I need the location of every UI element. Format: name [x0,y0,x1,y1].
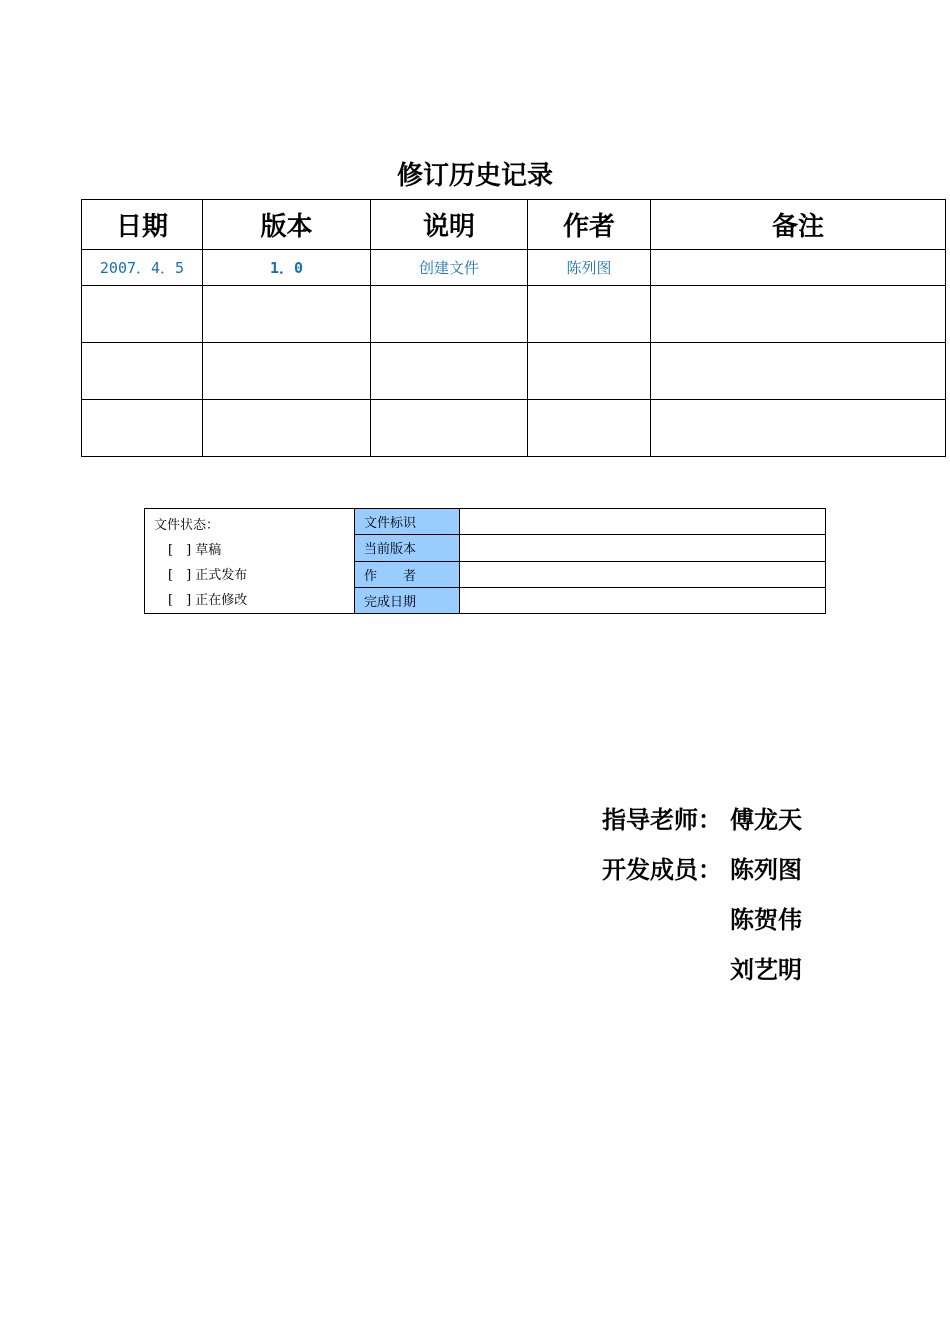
file-status-label: 文件状态： [154,518,220,533]
member-name: 陈贺伟 [730,905,802,934]
cell-description: 创建文件 [371,250,528,286]
page-title: 修订历史记录 [396,161,553,191]
field-label-current-version: 当前版本 [355,535,460,561]
cell-version: 1．0 [203,250,371,286]
cell-author [528,343,651,400]
advisor-name: 傅龙天 [730,805,802,834]
field-value-completion-date [460,587,826,613]
cell-description [371,286,528,343]
advisor-label: 指导老师： [602,805,722,834]
cell-author: 陈列图 [528,250,651,286]
header-version: 版本 [203,200,371,250]
header-description: 说明 [371,200,528,250]
status-option-released: [ ] 正式发布 [168,568,248,583]
cell-description [371,343,528,400]
cell-author [528,286,651,343]
cell-version [203,286,371,343]
member-name: 陈列图 [730,855,802,884]
table-row [82,286,946,343]
table-header-row [82,200,946,250]
header-remarks: 备注 [651,200,946,250]
table-row [82,400,946,457]
credits-block [602,795,802,995]
table-row [82,250,946,286]
field-value-current-version [460,535,826,561]
members-label: 开发成员： [602,855,722,884]
member-name: 刘艺明 [730,955,802,984]
cell-description [371,400,528,457]
cell-remarks [651,400,946,457]
cell-remarks [651,343,946,400]
field-value-file-id [460,509,826,535]
file-info-table [144,508,826,614]
cell-date [82,343,203,400]
status-option-modifying: [ ] 正在修改 [168,593,248,608]
field-label-file-id: 文件标识 [355,509,460,535]
cell-date [82,286,203,343]
cell-date: 2007．4．5 [82,250,203,286]
cell-version [203,343,371,400]
header-author: 作者 [528,200,651,250]
cell-remarks [651,286,946,343]
header-date: 日期 [82,200,203,250]
revision-history-table [81,199,946,457]
field-label-completion-date: 完成日期 [355,587,460,613]
cell-version [203,400,371,457]
cell-author [528,400,651,457]
cell-remarks [651,250,946,286]
table-row [82,343,946,400]
cell-date [82,400,203,457]
file-status-box [145,509,355,614]
status-option-draft: [ ] 草稿 [168,543,222,558]
field-value-author [460,561,826,587]
field-label-author: 作 者 [355,561,460,587]
